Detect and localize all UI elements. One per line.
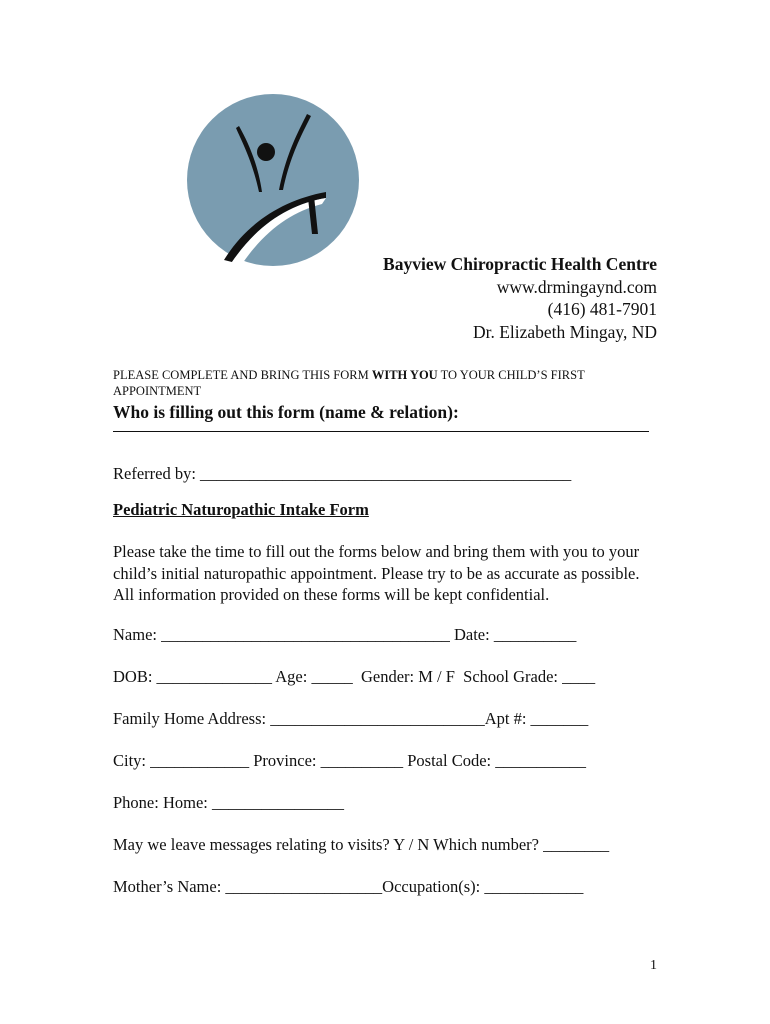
- section-title: Pediatric Naturopathic Intake Form: [113, 500, 369, 519]
- city-province-postal-field[interactable]: City: ____________ Province: __________ Postal Code: ___________: [113, 751, 586, 770]
- logo-figure-head: [257, 143, 275, 161]
- notice-text-after: TO YOUR CHILD’S FIRST APPOINTMENT: [113, 368, 585, 398]
- clinic-phone: (416) 481-7901: [547, 299, 657, 319]
- name-date-field[interactable]: Name: ___________________________________ Date: __________: [113, 625, 577, 644]
- who-filling-blank[interactable]: [113, 431, 649, 432]
- mother-name-occupation-field[interactable]: Mother’s Name: ___________________Occupation(s): ____________: [113, 877, 584, 896]
- clinic-name: Bayview Chiropractic Health Centre: [383, 254, 657, 274]
- clinic-website: www.drmingaynd.com: [496, 276, 657, 297]
- page-number: 1: [650, 958, 657, 973]
- who-filling-label: Who is filling out this form (name & relation):: [113, 402, 459, 422]
- address-field[interactable]: Family Home Address: __________________________Apt #: _______: [113, 709, 589, 728]
- clinic-doctor: Dr. Elizabeth Mingay, ND: [472, 321, 657, 342]
- messages-field[interactable]: May we leave messages relating to visits? Y / N Which number? ________: [113, 835, 610, 854]
- notice-emphasis: WITH YOU: [371, 368, 438, 382]
- dob-age-gender-field[interactable]: DOB: ______________ Age: _____ Gender: M / F School Grade: ____: [113, 667, 596, 686]
- clinic-logo: [186, 92, 360, 268]
- clinic-header: [383, 253, 657, 343]
- intro-paragraph: Please take the time to fill out the forms below and bring them with you to your child’s initial naturopathic appointment. Please try to be as accurate as possible. All information provided on these forms will be kept confidential.: [113, 542, 640, 604]
- notice-text-before: PLEASE COMPLETE AND BRING THIS FORM: [113, 368, 372, 382]
- referred-by-line[interactable]: Referred by: _____________________________________________: [113, 464, 572, 483]
- form-notice: [113, 367, 658, 399]
- logo-circle: [187, 94, 359, 266]
- phone-home-field[interactable]: Phone: Home: ________________: [113, 793, 344, 812]
